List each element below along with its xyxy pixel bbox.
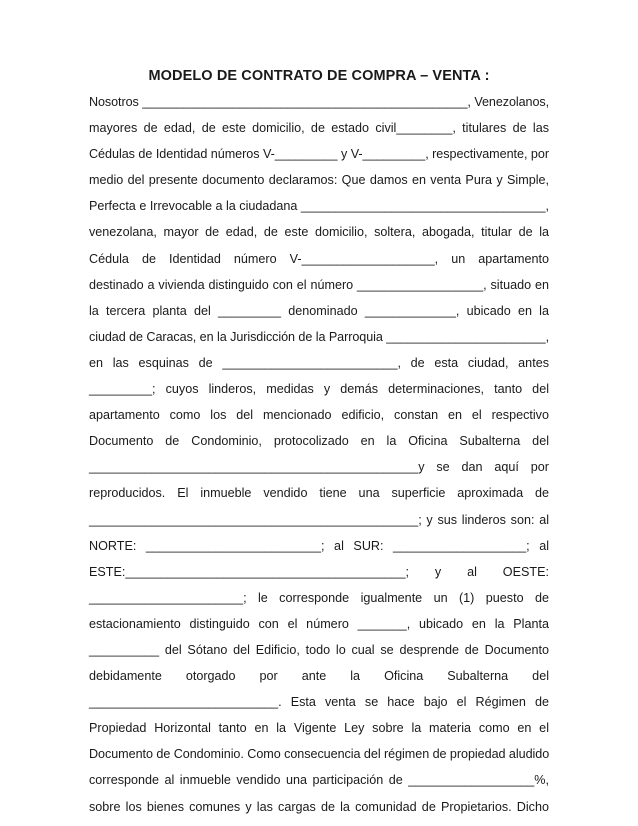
body-line: corresponde al inmueble vendido una participación de __________________%,	[89, 773, 549, 788]
body-line: ______________________; le corresponde igualmente un (1) puesto de	[89, 590, 549, 605]
document-title: MODELO DE CONTRATO DE COMPRA – VENTA :	[148, 68, 490, 84]
body-line: estacionamiento distinguido con el número _______, ubicado en la Planta	[89, 616, 549, 631]
body-line: Cédula de Identidad número V-___________________, un apartamento	[89, 251, 549, 266]
body-line: Perfecta e Irrevocable a la ciudadana ___________________________________,	[89, 199, 549, 214]
body-line: _________; cuyos linderos, medidas y demás determinaciones, tanto del	[89, 382, 549, 397]
body-line: Propiedad Horizontal tanto en la Vigente Ley sobre la materia como en el	[89, 721, 549, 736]
body-line: Documento de Condominio. Como consecuencia del régimen de propiedad aludido	[89, 747, 550, 762]
body-line: ___________________________. Esta venta se hace bajo el Régimen de	[89, 695, 549, 710]
body-line: NORTE: _________________________; al SUR: ___________________; al	[89, 538, 549, 553]
body-line: reproducidos. El inmueble vendido tiene una superficie aproximada de	[89, 486, 549, 501]
body-line: apartamento como los del mencionado edificio, constan en el respectivo	[89, 408, 549, 423]
body-line: la tercera planta del _________ denominado _____________, ubicado en la	[89, 303, 549, 318]
body-line: ESTE:________________________________________; y al OESTE:	[89, 564, 549, 579]
body-line: Documento de Condominio, protocolizado en la Oficina Subalterna del	[89, 434, 549, 449]
body-line: Cédulas de Identidad números V-_________ y V-_________, respectivamente, por	[89, 147, 549, 162]
body-line: en las esquinas de _________________________, de esta ciudad, antes	[89, 355, 549, 370]
body-line: debidamente otorgado por ante la Oficina Subalterna del	[89, 669, 549, 684]
body-line: sobre los bienes comunes y las cargas de la comunidad de Propietarios. Dicho	[89, 799, 549, 814]
body-line: mayores de edad, de este domicilio, de estado civil________, titulares de las	[89, 121, 549, 136]
body-line: medio del presente documento declaramos: Que damos en venta Pura y Simple,	[89, 173, 549, 188]
body-line: _______________________________________________y se dan aquí por	[89, 460, 549, 475]
body-line: ciudad de Caracas, en la Jurisdicción de la Parroquia _______________________,	[89, 329, 549, 344]
contract-body	[89, 89, 549, 820]
body-line: Nosotros _______________________________________________, Venezolanos,	[89, 95, 549, 109]
body-line: __________ del Sótano del Edificio, todo lo cual se desprende de Documento	[89, 642, 549, 657]
body-line: _______________________________________________; y sus linderos son: al	[89, 512, 549, 527]
body-line: venezolana, mayor de edad, de este domicilio, soltera, abogada, titular de la	[89, 225, 549, 240]
body-line: destinado a vivienda distinguido con el número __________________, situado en	[89, 277, 549, 292]
